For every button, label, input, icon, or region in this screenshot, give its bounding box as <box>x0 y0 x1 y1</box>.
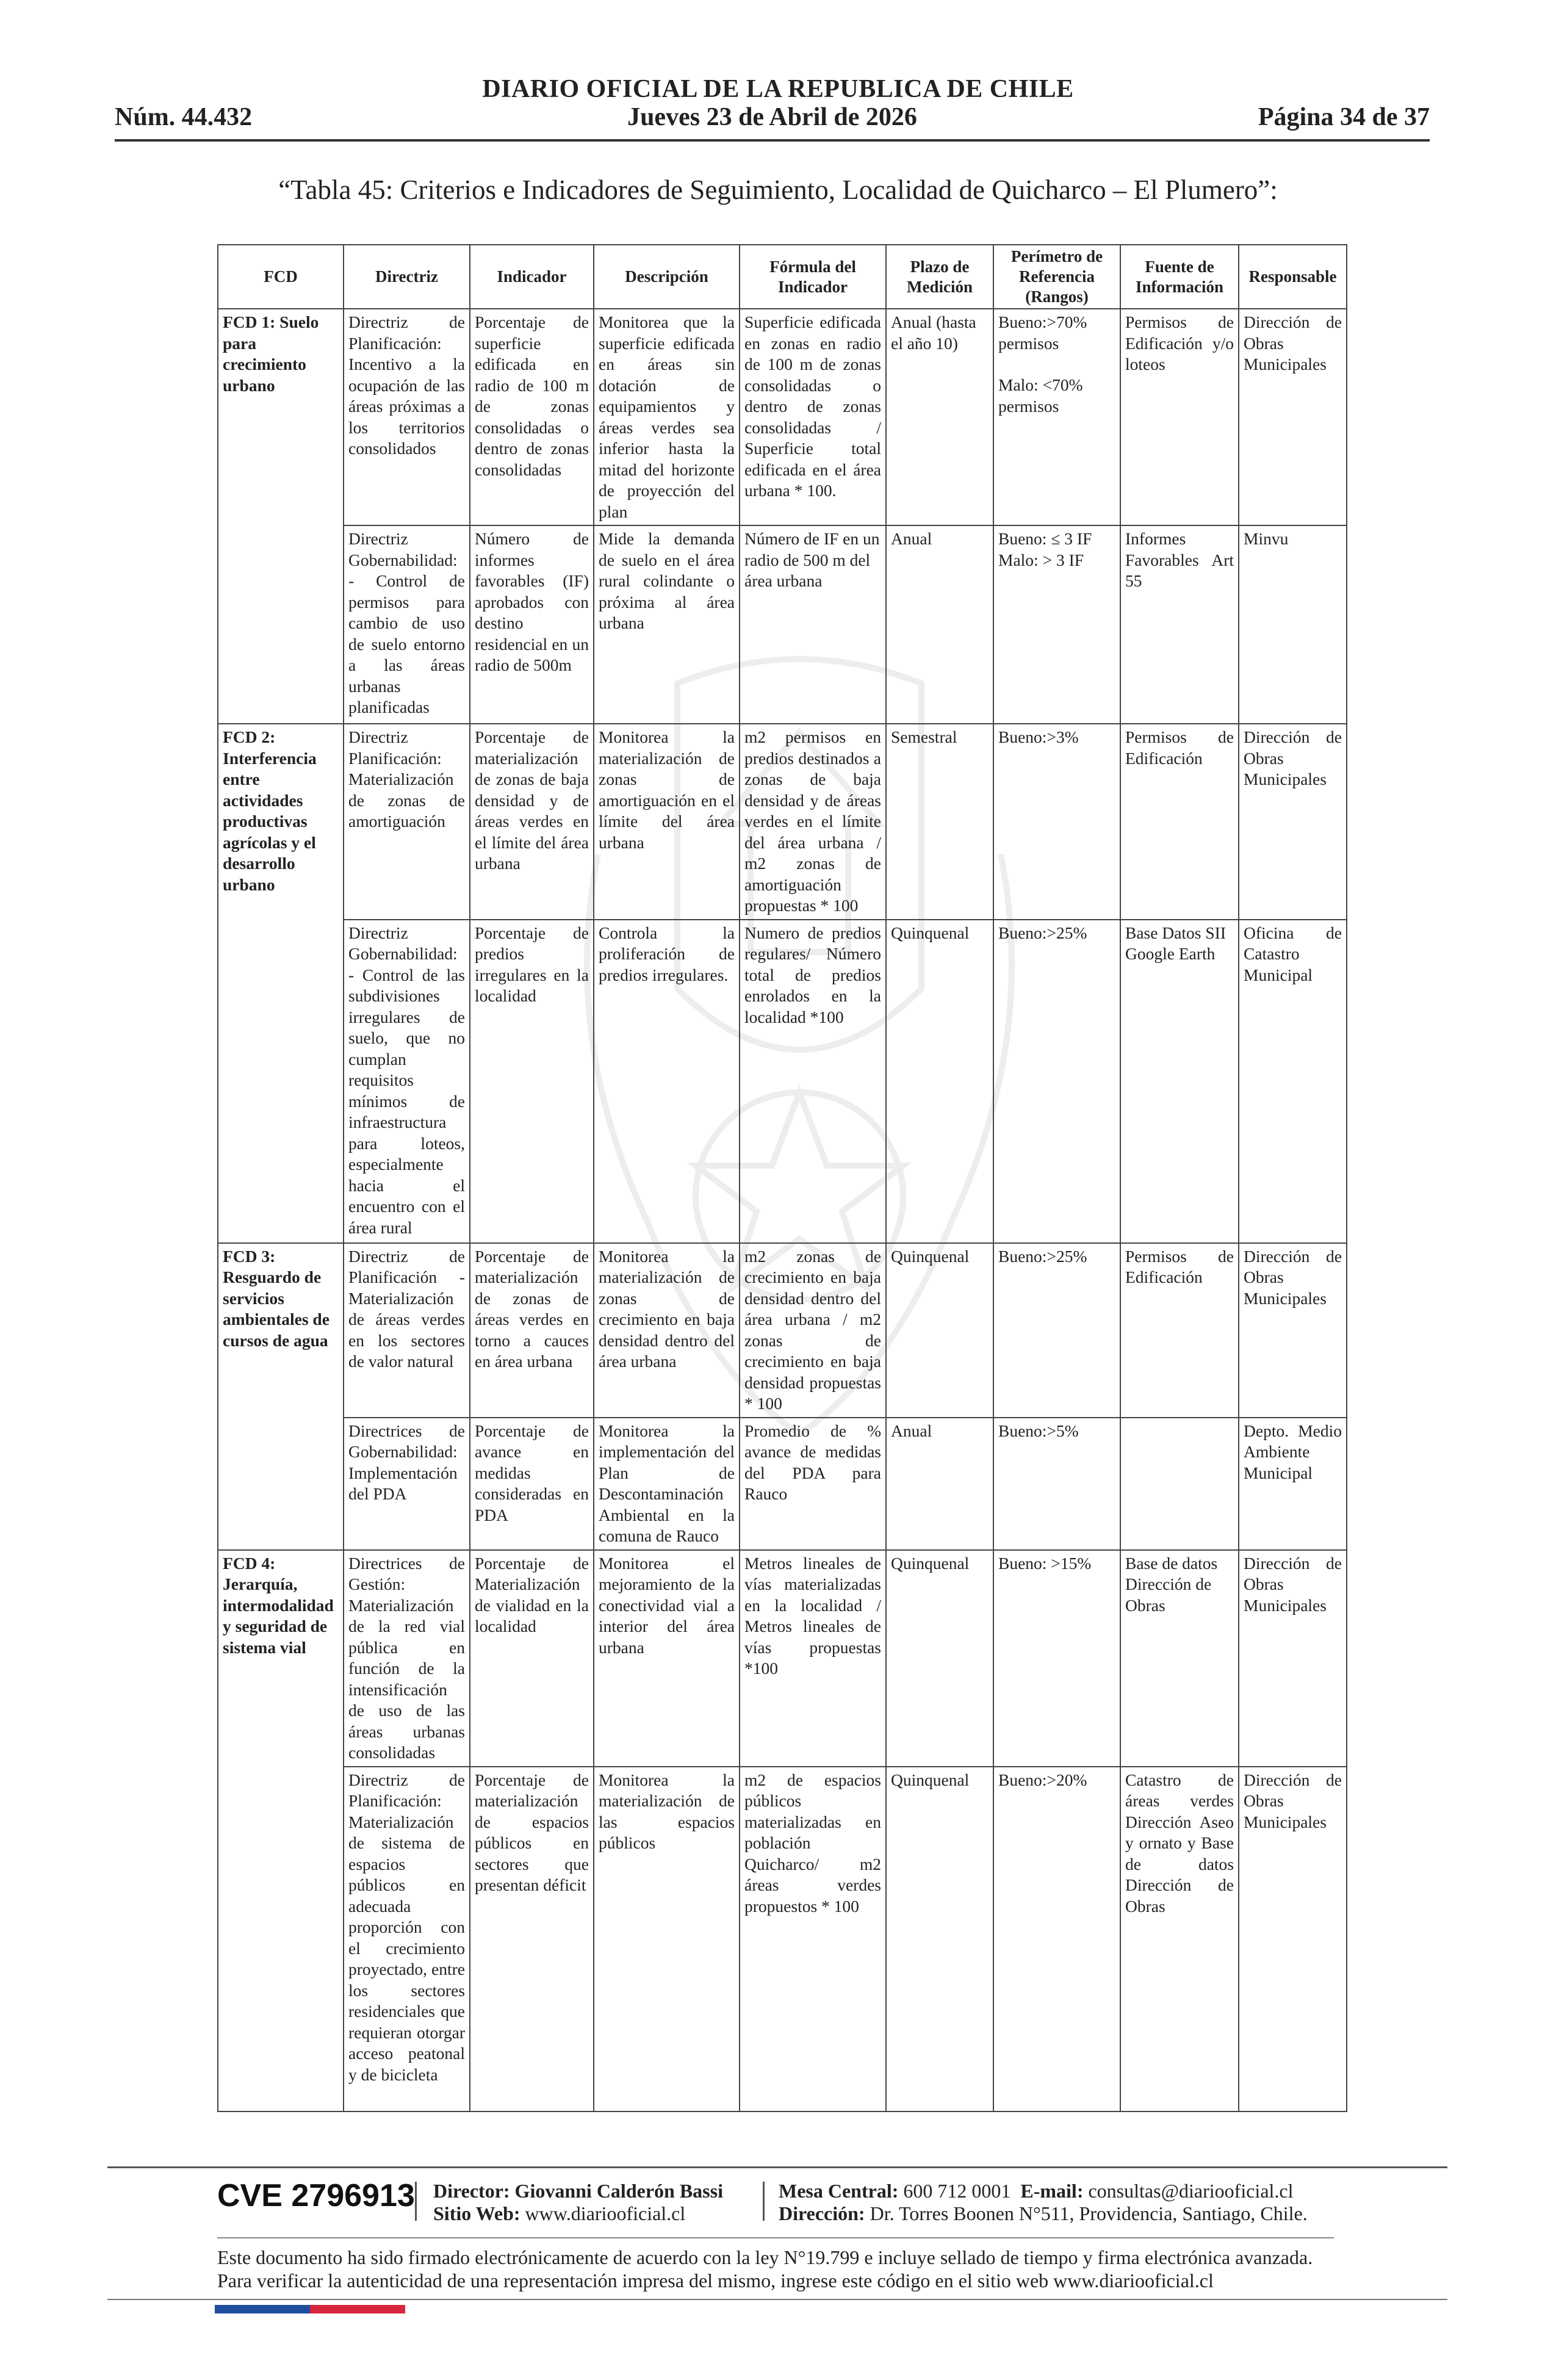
responsable-cell: Dirección de Obras Municipales <box>1239 1767 1347 2111</box>
header-formula: Fórmula del Indicador <box>740 245 886 309</box>
address-label: Dirección: <box>779 2202 865 2224</box>
table-row <box>218 1767 1347 2111</box>
flag-stripe-blue <box>215 2305 310 2313</box>
indicador-cell: Porcentaje de materialización de zonas de áreas verdes en torno a cauces en área urbana <box>470 1243 594 1418</box>
rango-malo: Malo: <70% permisos <box>998 375 1083 416</box>
table-row <box>218 1550 1347 1767</box>
indicador-cell: Porcentaje de materialización de espacios públicos en sectores que presentan déficit <box>470 1767 594 2111</box>
fcd-cell: FCD 4: Jerarquía, intermodalidad y seguridad de sistema vial <box>218 1550 344 2111</box>
email-link[interactable]: consultas@diariooficial.cl <box>1088 2180 1294 2202</box>
responsable-cell: Dirección de Obras Municipales <box>1239 1243 1347 1418</box>
fuente-cell <box>1120 1418 1239 1550</box>
header-indicador: Indicador <box>470 245 594 309</box>
directriz-cell: Directrices de Gestión: Materialización de la red vial pública en función de la intensificación de uso de las áreas urbanas consolidadas <box>344 1550 470 1767</box>
formula-cell: m2 de espacios públicos materializadas en población Quicharco/ m2 áreas verdes propuestos * 100 <box>740 1767 886 2111</box>
plazo-cell: Semestral <box>886 724 993 920</box>
footer-director-block <box>433 2180 723 2225</box>
director-label: Director: <box>433 2180 510 2202</box>
responsable-cell: Dirección de Obras Municipales <box>1239 1550 1347 1767</box>
plazo-cell: Quinquenal <box>886 1550 993 1767</box>
table-header-row <box>218 245 1347 309</box>
directriz-cell: Directrices de Gobernabilidad: Implementación del PDA <box>344 1418 470 1550</box>
formula-cell: Promedio de % avance de medidas del PDA para Rauco <box>740 1418 886 1550</box>
rango-cell: Bueno:>20% <box>993 1767 1120 2111</box>
rango-bueno: Bueno:>70% permisos <box>998 312 1087 353</box>
fuente-cell: Base de datos Dirección de Obras <box>1120 1550 1239 1767</box>
plazo-cell: Anual (hasta el año 10) <box>886 309 993 525</box>
fuente-cell: Permisos de Edificación <box>1120 724 1239 920</box>
director-name: Giovanni Calderón Bassi <box>514 2180 723 2202</box>
site-label: Sitio Web: <box>433 2202 520 2224</box>
mesa-label: Mesa Central: <box>779 2180 899 2202</box>
footer-separator <box>415 2182 417 2221</box>
header-plazo: Plazo de Medición <box>886 245 993 309</box>
header-row <box>115 103 1430 137</box>
table-row <box>218 1243 1347 1418</box>
responsable-cell: Oficina de Catastro Municipal <box>1239 920 1347 1243</box>
descripcion-cell: Mide la demanda de suelo en el área rural colindante o próxima al área urbana <box>594 525 740 724</box>
descripcion-cell: Monitorea la materialización de zonas de amortiguación en el límite del área urbana <box>594 724 740 920</box>
plazo-cell: Quinquenal <box>886 920 993 1243</box>
rango-cell: Bueno: >15% <box>993 1550 1120 1767</box>
email-label: E-mail: <box>1020 2180 1084 2202</box>
responsable-cell: Dirección de Obras Municipales <box>1239 309 1347 525</box>
gazette-title: DIARIO OFICIAL DE LA REPUBLICA DE CHILE <box>482 75 1074 103</box>
descripcion-cell: Monitorea la implementación del Plan de Descontaminación Ambiental en la comuna de Rauco <box>594 1418 740 1550</box>
plazo-cell: Quinquenal <box>886 1243 993 1418</box>
header-responsable: Responsable <box>1239 245 1347 309</box>
header-fuente: Fuente de Información <box>1120 245 1239 309</box>
fuente-cell: Permisos de Edificación <box>1120 1243 1239 1418</box>
descripcion-cell: Monitorea el mejoramiento de la conectividad vial a interior del área urbana <box>594 1550 740 1767</box>
indicador-cell: Porcentaje de materialización de zonas de baja densidad y de áreas verdes en el límite del área urbana <box>470 724 594 920</box>
indicador-cell: Porcentaje de superficie edificada en radio de 100 m de zonas consolidadas o dentro de zonas consolidadas <box>470 309 594 525</box>
descripcion-cell: Monitorea la materialización de las espacios públicos <box>594 1767 740 2111</box>
header-directriz: Directriz <box>344 245 470 309</box>
directriz-cell: Directriz Gobernabilidad: - Control de permisos para cambio de uso de suelo entorno a las áreas urbanas planificadas <box>344 525 470 724</box>
fcd-cell: FCD 3: Resguardo de servicios ambientales de cursos de agua <box>218 1243 344 1550</box>
rango-malo: Malo: > 3 IF <box>998 550 1084 569</box>
footer-separator <box>763 2182 765 2221</box>
formula-cell: Superficie edificada en zonas en radio de 100 m de zonas consolidadas o dentro de zonas consolidadas / Superficie total edificada en el área urbana * 100. <box>740 309 886 525</box>
mesa-phone: 600 712 0001 <box>903 2180 1011 2202</box>
formula-cell: Número de IF en un radio de 500 m del área urbana <box>740 525 886 724</box>
rango-cell <box>993 309 1120 525</box>
legal-notice: Este documento ha sido firmado electrónicamente de acuerdo con la ley N°19.799 e incluye sellado de tiempo y firma electrónica avanzada. Para verificar la autenticidad de una representación impresa del mismo, ingrese este código en el sitio web www.diariooficial.cl <box>217 2246 1313 2292</box>
directriz-cell: Directriz de Planificación - Materialización de áreas verdes en los sectores de valor natural <box>344 1243 470 1418</box>
plazo-cell: Quinquenal <box>886 1767 993 2111</box>
responsable-cell: Dirección de Obras Municipales <box>1239 724 1347 920</box>
issue-date: Jueves 23 de Abril de 2026 <box>627 103 917 131</box>
rango-cell: Bueno:>5% <box>993 1418 1120 1550</box>
responsable-cell: Minvu <box>1239 525 1347 724</box>
indicador-cell: Porcentaje de Materialización de vialidad en la localidad <box>470 1550 594 1767</box>
responsable-cell: Depto. Medio Ambiente Municipal <box>1239 1418 1347 1550</box>
fuente-cell: Base Datos SII Google Earth <box>1120 920 1239 1243</box>
rango-bueno: Bueno: ≤ 3 IF <box>998 529 1092 548</box>
table-row <box>218 525 1347 724</box>
plazo-cell: Anual <box>886 1418 993 1550</box>
rango-cell: Bueno:>25% <box>993 1243 1120 1418</box>
formula-cell: m2 zonas de crecimiento en baja densidad dentro del área urbana / m2 zonas de crecimiento en baja densidad propuestas * 100 <box>740 1243 886 1418</box>
indicador-cell: Porcentaje de avance en medidas consideradas en PDA <box>470 1418 594 1550</box>
fuente-cell: Catastro de áreas verdes Dirección Aseo y ornato y Base de datos Dirección de Obras <box>1120 1767 1239 2111</box>
table-row <box>218 724 1347 920</box>
footer-divider <box>107 2299 1447 2300</box>
rango-cell: Bueno:>25% <box>993 920 1120 1243</box>
table-row <box>218 1418 1347 1550</box>
descripcion-cell: Controla la proliferación de predios irregulares. <box>594 920 740 1243</box>
directriz-cell: Directriz de Planificación: Materialización de sistema de espacios públicos en adecuada proporción con el crecimiento proyectado, entre los sectores residenciales que requieran otorgar acceso peatonal y de bicicleta <box>344 1767 470 2111</box>
page-number: Página 34 de 37 <box>1258 103 1430 131</box>
footer-divider <box>107 2166 1447 2168</box>
directriz-cell: Directriz Planificación: Materialización de zonas de amortiguación <box>344 724 470 920</box>
fcd-cell: FCD 2: Interferencia entre actividades productivas agrícolas y el desarrollo urbano <box>218 724 344 1243</box>
criteria-table <box>217 244 1347 2112</box>
header-divider <box>115 139 1430 142</box>
header-perimetro: Perímetro de Referencia (Rangos) <box>993 245 1120 309</box>
plazo-cell: Anual <box>886 525 993 724</box>
table-caption: “Tabla 45: Criterios e Indicadores de Seguimiento, Localidad de Quicharco – El Plumero”: <box>278 175 1278 205</box>
formula-cell: Metros lineales de vías materializadas en la localidad / Metros lineales de vías propuestas *100 <box>740 1550 886 1767</box>
fuente-cell: Informes Favorables Art 55 <box>1120 525 1239 724</box>
cve-code: CVE 2796913 <box>217 2178 415 2213</box>
fcd-cell: FCD 1: Suelo para crecimiento urbano <box>218 309 344 724</box>
header-descripcion: Descripción <box>594 245 740 309</box>
table-row <box>218 920 1347 1243</box>
directriz-cell: Directriz de Planificación: Incentivo a la ocupación de las áreas próximas a los territorios consolidados <box>344 309 470 525</box>
indicador-cell: Número de informes favorables (IF) aprobados con destino residencial en un radio de 500m <box>470 525 594 724</box>
descripcion-cell: Monitorea la materialización de zonas de crecimiento en baja densidad dentro del área urbana <box>594 1243 740 1418</box>
rango-cell: Bueno:>3% <box>993 724 1120 920</box>
footer-divider <box>217 2237 1334 2238</box>
directriz-cell: Directriz Gobernabilidad: - Control de las subdivisiones irregulares de suelo, que no cumplan requisitos mínimos de infraestructura para loteos, especialmente hacia el encuentro con el área rural <box>344 920 470 1243</box>
address-value: Dr. Torres Boonen N°511, Providencia, Santiago, Chile. <box>870 2202 1308 2224</box>
flag-stripe-red <box>310 2305 405 2313</box>
header-fcd: FCD <box>218 245 344 309</box>
footer-contact-block <box>779 2180 1308 2225</box>
formula-cell: Numero de predios regulares/ Número total de predios enrolados en la localidad *100 <box>740 920 886 1243</box>
indicador-cell: Porcentaje de predios irregulares en la localidad <box>470 920 594 1243</box>
formula-cell: m2 permisos en predios destinados a zonas de baja densidad y de áreas verdes en el límite del área urbana / m2 zonas de amortiguación propuestas * 100 <box>740 724 886 920</box>
rango-cell <box>993 525 1120 724</box>
issue-number: Núm. 44.432 <box>115 103 253 131</box>
site-link[interactable]: www.diariooficial.cl <box>525 2202 686 2224</box>
fuente-cell: Permisos de Edificación y/o loteos <box>1120 309 1239 525</box>
descripcion-cell: Monitorea que la superficie edificada en áreas sin dotación de equipamientos y áreas verdes sea inferior hasta la mitad del horizonte de proyección del plan <box>594 309 740 525</box>
table-row <box>218 309 1347 525</box>
